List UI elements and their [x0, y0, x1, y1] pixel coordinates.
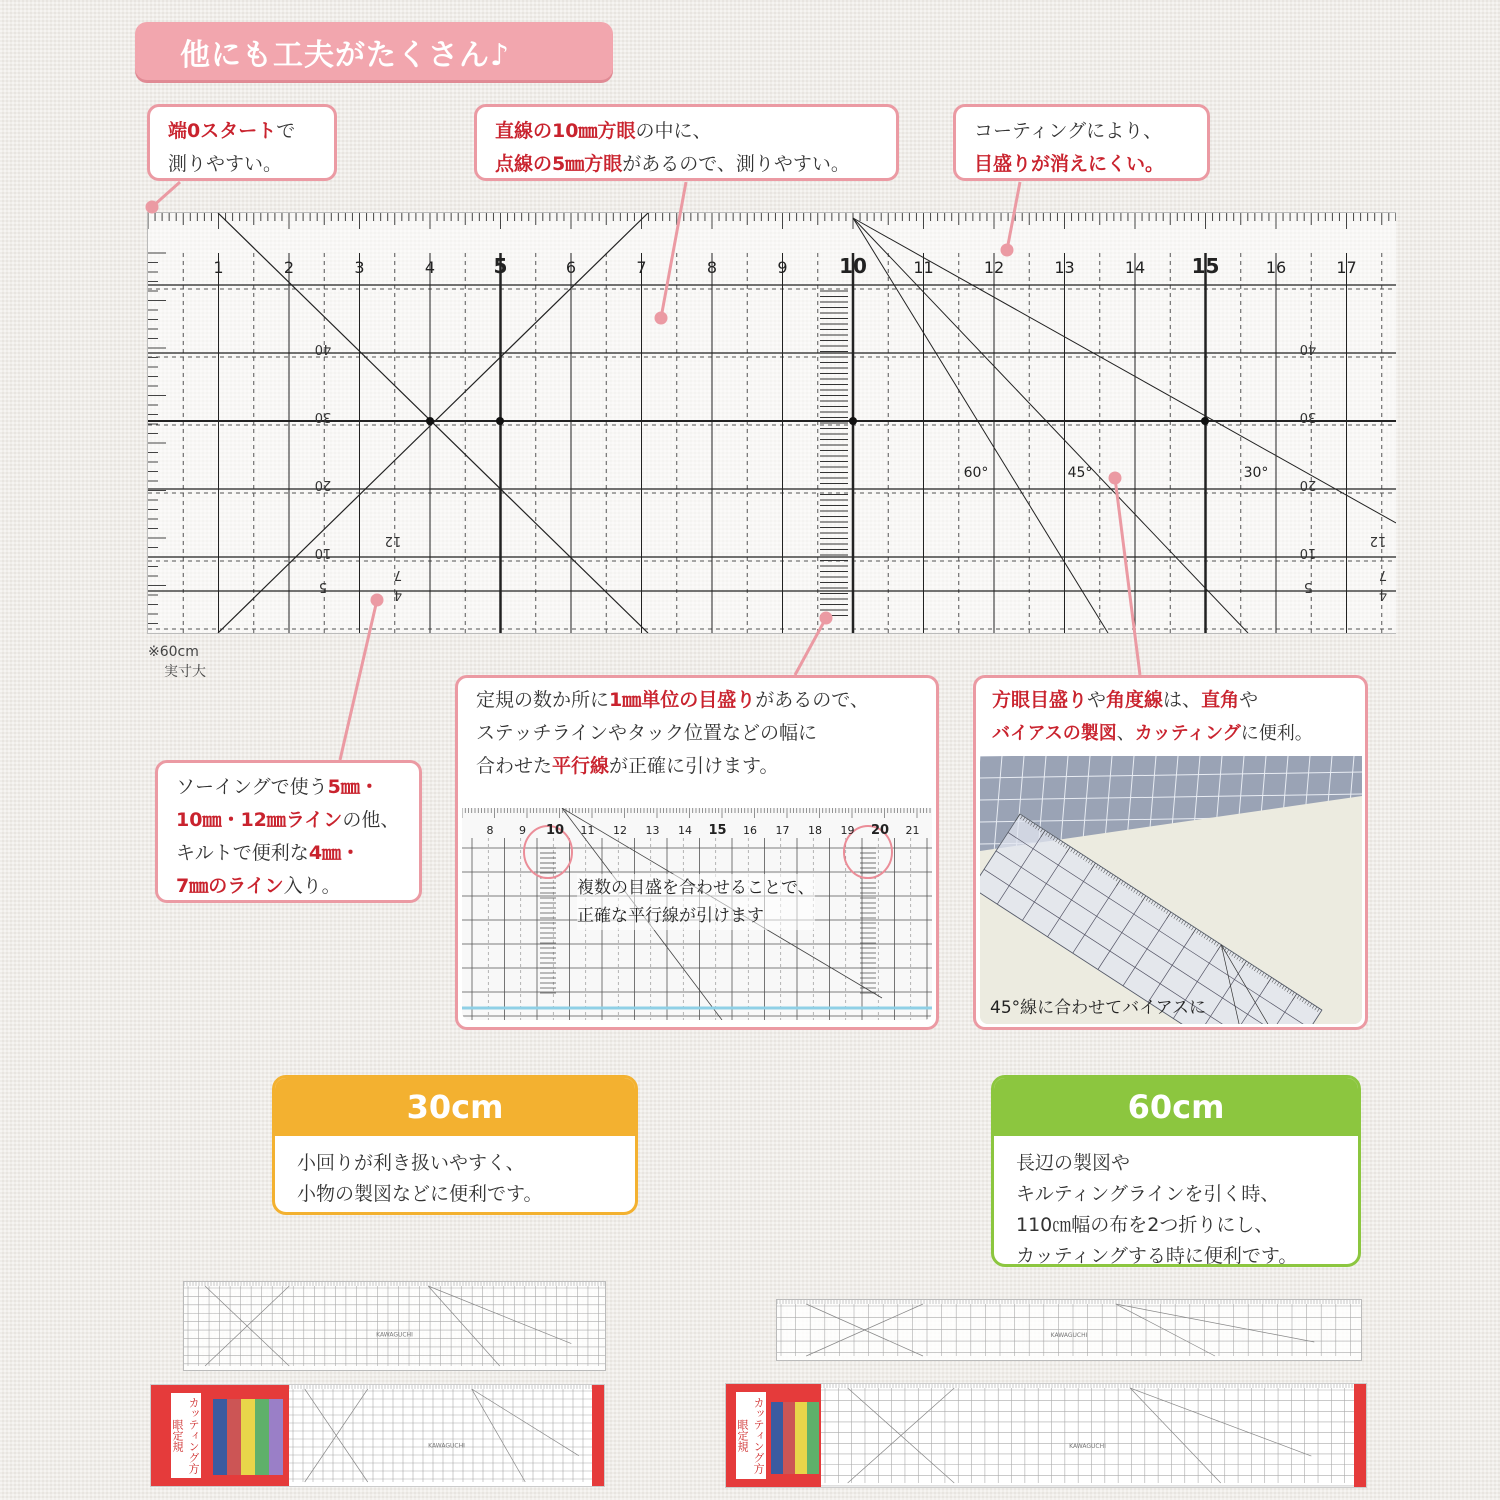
ruler-number: 9 — [777, 258, 788, 277]
ruler-number: 14 — [1124, 258, 1146, 277]
mini-diagonal — [1130, 1388, 1221, 1483]
callout-text: コーティングにより、 — [974, 120, 1163, 142]
callout-red: 方眼目盛り — [992, 689, 1088, 711]
callout-red: 端0スタート — [168, 120, 277, 142]
size-card-text: カッティングする時に便利です。 — [1016, 1245, 1298, 1267]
callout-text: 入り。 — [283, 875, 341, 897]
brand-mark: KAWAGUCHI — [428, 1442, 465, 1450]
ruler-side-label: 7 — [1378, 567, 1388, 582]
mini-diagonal — [1116, 1304, 1215, 1356]
callout-sewing-lines — [155, 760, 422, 903]
size-card-text: 110㎝幅の布を2つ折りにし、 — [1016, 1214, 1274, 1236]
ruler-side-label: 7 — [393, 567, 403, 582]
parallel-lines-photo — [462, 808, 932, 1020]
callout-text: 、 — [1116, 723, 1135, 744]
callout-text: 合わせた — [476, 755, 553, 777]
grid-dot — [496, 417, 504, 425]
callout-text: 測りやすい。 — [168, 153, 283, 175]
callout-red: 1㎜単位の目盛り — [609, 689, 756, 711]
callout-text: の他、 — [342, 809, 400, 831]
photo-ruler-number: 12 — [613, 824, 627, 837]
product-30cm-package-graphic — [289, 1385, 604, 1486]
ruler-number: 3 — [354, 258, 365, 277]
size-card-title: 30cm — [275, 1078, 635, 1136]
ruler-side-label: 40 — [1299, 341, 1317, 356]
photo-ruler-number: 14 — [678, 824, 692, 837]
callout-text: キルトで便利な — [176, 842, 309, 864]
ruler-side-label: 20 — [314, 477, 332, 492]
photo-ruler-number: 10 — [545, 823, 565, 838]
ruler-side-label: 12 — [384, 533, 402, 548]
callout-red: 直角 — [1201, 689, 1240, 711]
package-label: カッティング方眼定規 — [171, 1393, 201, 1478]
callout-red: 目盛りが消えにくい。 — [974, 153, 1165, 175]
callout-angle — [973, 675, 1368, 1030]
size-card-title: 60cm — [994, 1078, 1358, 1136]
ruler-closeup — [147, 212, 1396, 634]
photo-ruler-number: 15 — [708, 823, 727, 838]
ruler-number: 6 — [565, 258, 577, 277]
callout-red: 直線の10㎜方眼 — [495, 120, 636, 142]
photo-ruler-number: 17 — [775, 824, 790, 837]
callout-text: ソーイングで使う — [176, 776, 328, 798]
ruler-number: 1 — [213, 258, 224, 277]
brand-mark: KAWAGUCHI — [1069, 1442, 1106, 1450]
bias-photo-caption: 45°線に合わせてバイアスに — [990, 998, 1206, 1018]
bias-photo — [980, 756, 1362, 1024]
mini-diagonal — [1116, 1304, 1315, 1342]
package-label: カッティング方眼定規 — [736, 1392, 766, 1479]
ruler-number: 4 — [424, 258, 436, 277]
callout-red: カッティング — [1134, 723, 1241, 744]
callout-text: 定規の数か所に — [476, 689, 610, 711]
product-60cm-ruler — [776, 1299, 1362, 1361]
ruler-number: 10 — [839, 254, 867, 278]
angle-label: 45° — [1067, 465, 1093, 481]
ruler-number: 16 — [1265, 258, 1287, 277]
brand-mark: KAWAGUCHI — [376, 1331, 413, 1339]
callout-red: 5㎜・ — [327, 776, 379, 798]
ruler-graphic — [148, 213, 1396, 633]
ruler-number: 7 — [636, 258, 647, 277]
size-card-text: 小回りが利き扱いやすく、 — [297, 1152, 525, 1174]
size-card-30cm — [272, 1075, 638, 1215]
callout-text: の中に、 — [635, 120, 712, 142]
callout-red: 角度線 — [1106, 689, 1164, 711]
ruler-side-label: 4 — [1378, 587, 1388, 602]
photo-ruler-number: 19 — [840, 824, 855, 837]
ruler-side-label: 30 — [314, 409, 332, 424]
product-30cm-ruler — [183, 1281, 606, 1371]
callout-red: 4㎜・ — [308, 842, 361, 864]
ruler-side-label: 12 — [1369, 533, 1387, 548]
callout-text: ステッチラインやタック位置などの幅に — [476, 722, 818, 744]
brand-mark: KAWAGUCHI — [1050, 1332, 1088, 1340]
product-60cm-package — [725, 1383, 1367, 1488]
callout-red: 10㎜・12㎜ライン — [176, 809, 343, 831]
grid-dot — [426, 417, 434, 425]
size-card-text: キルティングラインを引く時、 — [1016, 1183, 1280, 1205]
ruler-number: 5 — [493, 254, 508, 278]
photo-caption: 正確な平行線が引けます — [577, 906, 764, 926]
mini-diagonal — [428, 1286, 500, 1366]
angle-label: 30° — [1243, 465, 1269, 481]
angle-label: 60° — [963, 465, 989, 481]
ruler-number: 15 — [1191, 254, 1220, 278]
photo-ruler-number: 13 — [645, 824, 660, 837]
ruler-side-label: 10 — [314, 545, 332, 560]
ruler-number: 2 — [283, 258, 295, 277]
photo-ruler-number: 8 — [486, 824, 494, 837]
ruler-number: 11 — [913, 258, 934, 277]
ruler-note-line2: 実寸大 — [164, 664, 206, 680]
grid-dot — [849, 417, 857, 425]
ruler-side-label: 5 — [1303, 579, 1313, 594]
callout-text: は、 — [1163, 689, 1202, 711]
photo-ruler-number: 18 — [808, 824, 822, 837]
photo-ruler-number: 21 — [905, 824, 920, 837]
bias-photo-graphic — [980, 756, 1362, 1024]
title-banner — [135, 22, 613, 80]
ruler-note — [148, 642, 206, 682]
ruler-side-label: 4 — [393, 587, 403, 602]
callout-text: で — [276, 120, 296, 142]
ruler-side-label: 30 — [1299, 409, 1317, 424]
photo-caption: 複数の目盛を合わせることで、 — [577, 878, 815, 898]
ruler-side-label: 40 — [314, 341, 332, 356]
ruler-note-line1: ※60cm — [148, 644, 199, 660]
ruler-number: 13 — [1054, 258, 1075, 277]
callout-text: に便利。 — [1240, 723, 1313, 744]
size-card-text: 小物の製図などに便利です。 — [297, 1183, 543, 1205]
callout-red: 点線の5㎜方眼 — [495, 153, 623, 175]
callout-edge-zero — [147, 104, 337, 181]
page-title: 他にも工夫がたくさん♪ — [180, 38, 511, 73]
photo-ruler-number: 11 — [580, 824, 595, 837]
grid-dot — [1201, 417, 1209, 425]
product-60cm-package-graphic — [821, 1384, 1354, 1487]
size-card-60cm — [991, 1075, 1361, 1267]
callout-red: バイアスの製図 — [992, 723, 1117, 744]
product-60cm-graphic — [777, 1300, 1361, 1360]
callout-text: や — [1239, 689, 1259, 711]
photo-ruler-number: 16 — [743, 824, 757, 837]
callout-red: 7㎜のライン — [176, 875, 284, 897]
callout-red: 平行線 — [552, 755, 610, 777]
ruler-number: 12 — [983, 258, 1005, 277]
callout-text: があるので、測りやすい。 — [622, 153, 850, 175]
ruler-number: 8 — [706, 258, 718, 277]
ruler-side-label: 5 — [318, 579, 328, 594]
photo-ruler-number: 9 — [519, 824, 526, 837]
size-card-text: 長辺の製図や — [1016, 1152, 1131, 1174]
ruler-number: 17 — [1336, 258, 1357, 277]
product-30cm-package — [150, 1384, 605, 1487]
callout-mm-scale — [455, 675, 939, 1030]
photo-ruler-number: 20 — [870, 823, 890, 838]
callout-text: が正確に引けます。 — [609, 755, 779, 777]
ruler-side-label: 20 — [1299, 477, 1317, 492]
callout-text: があるので、 — [755, 689, 869, 711]
callout-grid — [474, 104, 899, 181]
ruler-side-label: 10 — [1299, 545, 1317, 560]
callout-text: や — [1087, 689, 1107, 711]
mini-diagonal — [472, 1389, 526, 1482]
mini-diagonal — [428, 1286, 571, 1344]
callout-coating — [953, 104, 1210, 181]
product-30cm-graphic — [184, 1282, 605, 1370]
